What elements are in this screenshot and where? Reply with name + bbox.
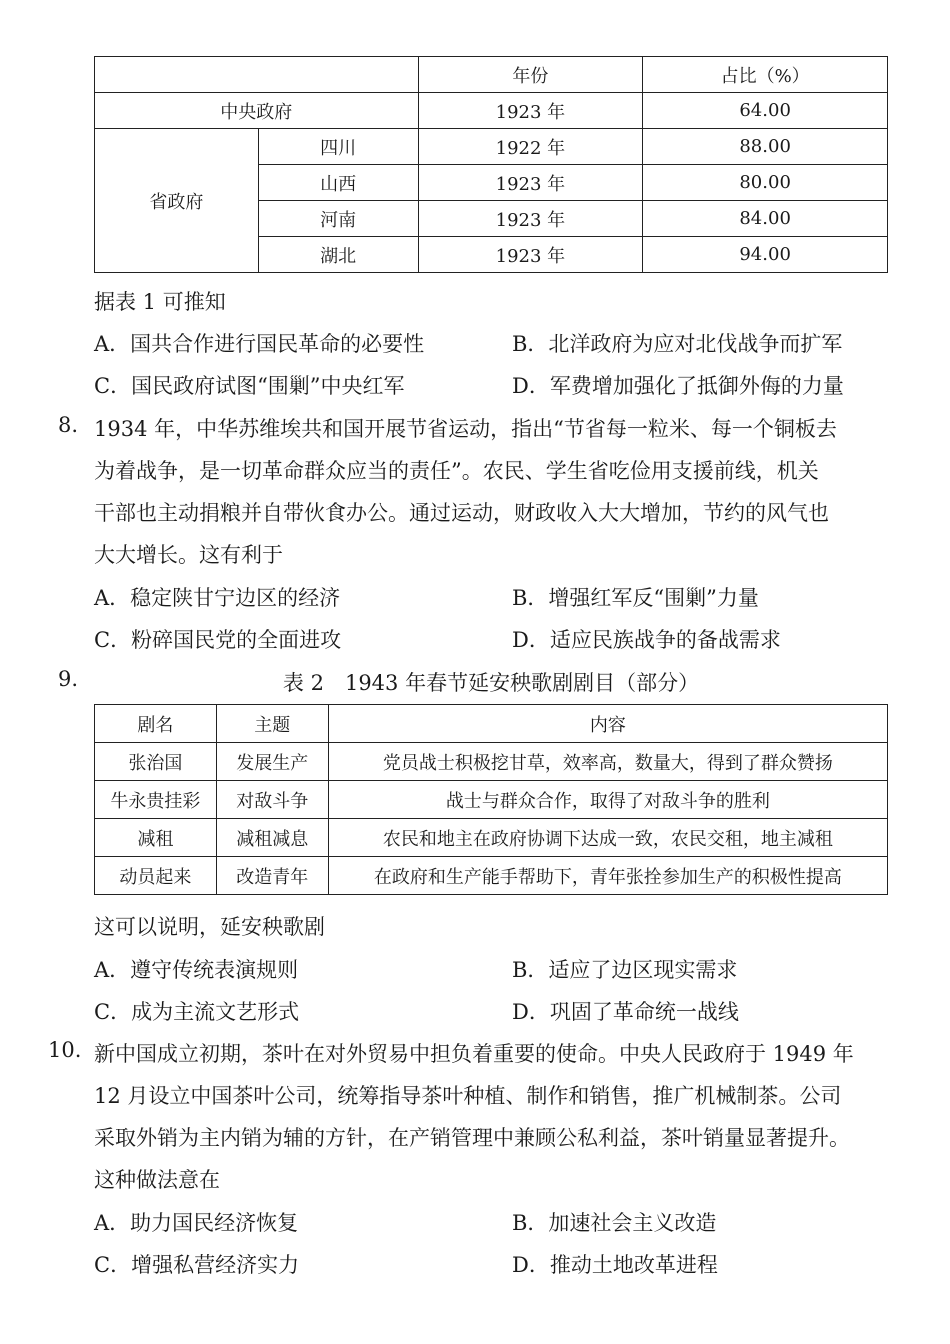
table-cell: 湖北 [258, 237, 418, 273]
q7-option-d: D．军费增加强化了抵御外侮的力量 [512, 374, 844, 398]
q9-option-b: B．适应了边区现实需求 [512, 958, 738, 982]
table-cell: 94.00 [643, 237, 888, 273]
q10-line: 新中国成立初期，茶叶在对外贸易中担负着重要的使命。中央人民政府于 1949 年 [94, 1042, 854, 1066]
table-cell: 80.00 [643, 165, 888, 201]
q8-option-d: D．适应民族战争的备战需求 [512, 628, 781, 652]
table-cell: 改造青年 [216, 857, 328, 895]
q8-option-c: C．粉碎国民党的全面进攻 [94, 628, 342, 652]
table-row [95, 819, 888, 857]
table-cell: 牛永贵挂彩 [95, 781, 217, 819]
table-cell: 动员起来 [95, 857, 217, 895]
table-cell: 减租减息 [216, 819, 328, 857]
table-header-cell: 主题 [216, 705, 328, 743]
table-cell: 山西 [258, 165, 418, 201]
table-cell: 1922 年 [418, 129, 643, 165]
q8-line: 1934 年，中华苏维埃共和国开展节省运动，指出“节省每一粒米、每一个铜板去 [94, 417, 837, 441]
q9-stem: 这可以说明，延安秧歌剧 [94, 915, 325, 939]
q8-line: 大大增长。这有利于 [94, 543, 283, 567]
table-header-cell: 年份 [418, 57, 643, 93]
table-cell: 64.00 [643, 93, 888, 129]
table-cell: 四川 [258, 129, 418, 165]
table-cell: 1923 年 [418, 93, 643, 129]
table-cell: 党员战士积极挖甘草，效率高，数量大，得到了群众赞扬 [328, 743, 887, 781]
table-row [95, 93, 888, 129]
table-cell: 1923 年 [418, 201, 643, 237]
q8-line: 为着战争，是一切革命群众应当的责任”。农民、学生省吃俭用支援前线，机关 [94, 459, 819, 483]
q8-option-b: B．增强红军反“围剿”力量 [512, 586, 759, 610]
table-cell: 88.00 [643, 129, 888, 165]
table-2-caption: 表 2 1943 年春节延安秧歌剧剧目（部分） [282, 671, 700, 695]
table-header-cell: 占比（%） [643, 57, 888, 93]
table-row [95, 129, 888, 165]
table-1 [94, 56, 888, 273]
table-header-cell: 内容 [328, 705, 887, 743]
q8-line: 干部也主动捐粮并自带伙食办公。通过运动，财政收入大大增加，节约的风气也 [94, 501, 829, 525]
q8-number: 8. [58, 413, 79, 437]
table-header-cell: 剧名 [95, 705, 217, 743]
q7-stem: 据表 1 可推知 [94, 290, 226, 314]
q7-option-a: A．国共合作进行国民革命的必要性 [94, 332, 425, 356]
q10-option-d: D．推动土地改革进程 [512, 1253, 718, 1277]
table-row [95, 781, 888, 819]
table-cell: 在政府和生产能手帮助下，青年张拴参加生产的积极性提高 [328, 857, 887, 895]
table-cell: 河南 [258, 201, 418, 237]
q9-option-a: A．遵守传统表演规则 [94, 958, 299, 982]
table-cell: 对敌斗争 [216, 781, 328, 819]
table-cell: 84.00 [643, 201, 888, 237]
table-row [95, 857, 888, 895]
table-row [95, 743, 888, 781]
q7-option-c: C．国民政府试图“围剿”中央红军 [94, 374, 405, 398]
q8-option-a: A．稳定陕甘宁边区的经济 [94, 586, 341, 610]
q10-option-c: C．增强私营经济实力 [94, 1253, 300, 1277]
table-header-row [95, 705, 888, 743]
table-2 [94, 704, 888, 895]
table-cell: 发展生产 [216, 743, 328, 781]
q9-option-c: C．成为主流文艺形式 [94, 1000, 300, 1024]
table-header-row [95, 57, 888, 93]
table-cell: 中央政府 [95, 93, 419, 129]
table-cell: 1923 年 [418, 165, 643, 201]
q9-option-d: D．巩固了革命统一战线 [512, 1000, 739, 1024]
q10-line: 采取外销为主内销为辅的方针，在产销管理中兼顾公私利益，茶叶销量显著提升。 [94, 1126, 850, 1150]
q10-line: 这种做法意在 [94, 1168, 220, 1192]
q9-number: 9. [58, 667, 79, 691]
table-cell: 减租 [95, 819, 217, 857]
table-cell: 省政府 [95, 129, 259, 273]
table-cell: 农民和地主在政府协调下达成一致，农民交租，地主减租 [328, 819, 887, 857]
q7-option-b: B．北洋政府为应对北伐战争而扩军 [512, 332, 843, 356]
table-header-cell [95, 57, 419, 93]
q10-line: 12 月设立中国茶叶公司，统筹指导茶叶种植、制作和销售，推广机械制茶。公司 [94, 1084, 842, 1108]
table-cell: 1923 年 [418, 237, 643, 273]
q10-number: 10. [48, 1038, 82, 1062]
q10-option-a: A．助力国民经济恢复 [94, 1211, 299, 1235]
table-cell: 张治国 [95, 743, 217, 781]
q10-option-b: B．加速社会主义改造 [512, 1211, 717, 1235]
table-cell: 战士与群众合作，取得了对敌斗争的胜利 [328, 781, 887, 819]
